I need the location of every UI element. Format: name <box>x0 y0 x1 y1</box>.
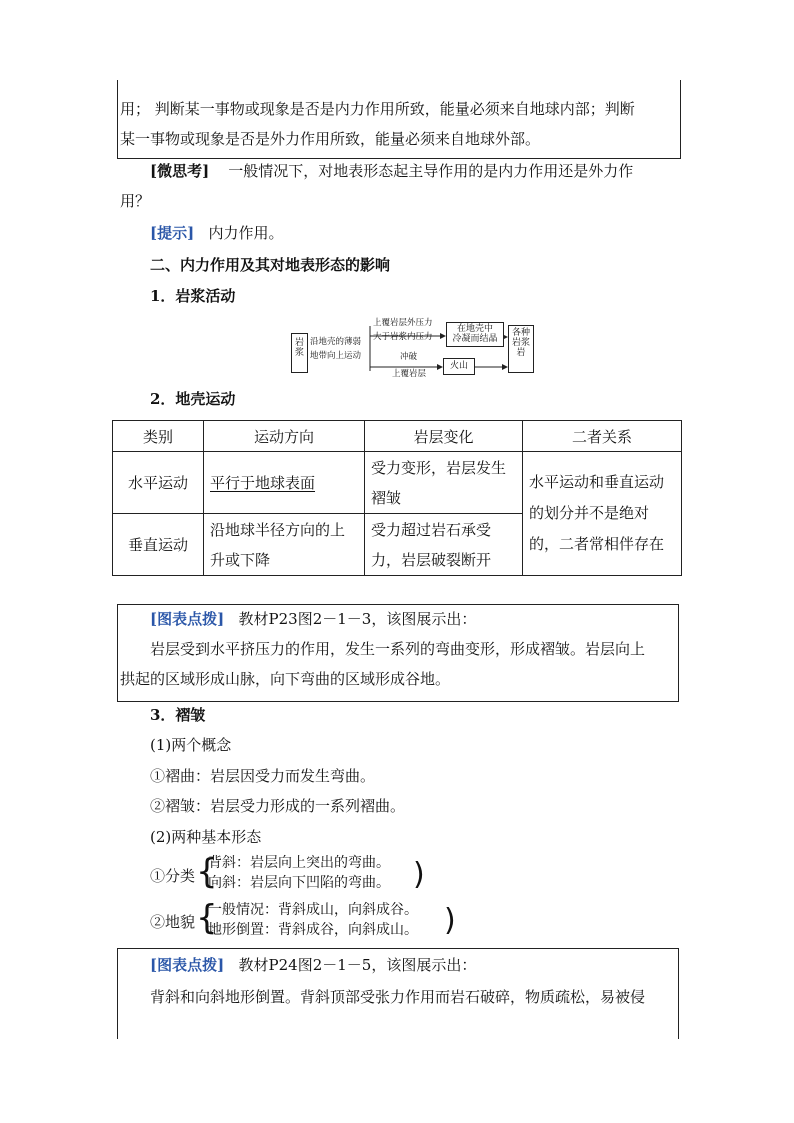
table-cell-type: 水平运动 <box>113 452 204 514</box>
figure-note-1-tag: [图表点拨] <box>150 610 225 628</box>
flow-upper-label-2: 大于岩浆内压力 <box>373 332 433 342</box>
crust-movement-table <box>112 420 682 576</box>
flow-upper-box: 在地壳中 冷凝而结晶 <box>446 322 504 347</box>
table-cell-relation: 水平运动和垂直运动的划分并不是绝对的，二者常相伴存在 <box>523 452 682 576</box>
flow-branch-text-1: 沿地壳的薄弱 <box>310 337 362 347</box>
flow-branch-text-2: 地带向上运动 <box>310 351 362 361</box>
figure-note-2-ref: 教材P24图2－1－5，该图展示出： <box>238 956 477 974</box>
flow-lower-label-1: 冲破 <box>400 352 418 362</box>
landform-line-1: 一般情况：背斜成山，向斜成谷。 <box>208 902 418 918</box>
micro-think-tag: [微思考] <box>150 162 210 180</box>
figure-note-1-line-2: 拱起的区域形成山脉，向下弯曲的区域形成谷地。 <box>120 670 451 688</box>
micro-think-line-1 <box>150 160 633 182</box>
table-header: 二者关系 <box>523 421 682 452</box>
micro-think-line-2: 用？ <box>120 192 151 210</box>
table-cell-change: 受力变形，岩层发生褶皱 <box>365 452 523 514</box>
flow-start-box: 岩浆 <box>291 333 308 373</box>
figure-note-2-line-1: 背斜和向斜地形倒置。背斜顶部受张力作用而岩石破碎，物质疏松，易被侵 <box>150 988 646 1006</box>
hint-text: 内力作用。 <box>208 224 284 242</box>
table-cell-direction: 沿地球半径方向的上升或下降 <box>204 514 365 576</box>
table-cell-direction: 平行于地球表面 <box>204 452 365 514</box>
concept-2: ②褶皱：岩层受力形成的一系列褶曲。 <box>150 797 406 815</box>
classify-line-1: 背斜：岩层向上突出的弯曲。 <box>208 855 390 871</box>
right-paren-icon: ) <box>413 857 425 892</box>
flow-lower-box: 火山 <box>443 358 475 375</box>
micro-think-text: 一般情况下，对地表形态起主导作用的是内力作用还是外力作 <box>228 162 634 180</box>
top-note-line-2: 某一事物或现象是否是外力作用所致，能量必须来自地球外部。 <box>120 130 541 148</box>
table-row <box>113 452 682 514</box>
item-2-title: 2．地壳运动 <box>150 390 236 408</box>
concept-1: ①褶曲：岩层因受力而发生弯曲。 <box>150 767 376 785</box>
figure-note-1-ref: 教材P23图2－1－3，该图展示出： <box>238 610 477 628</box>
landform-label: ②地貌 <box>150 913 196 931</box>
item-3-title: 3．褶皱 <box>150 706 206 724</box>
figure-note-2-head <box>150 954 476 976</box>
landform-line-2: 地形倒置：背斜成谷，向斜成山。 <box>208 922 418 938</box>
flow-end-box: 各种岩浆岩 <box>508 325 534 373</box>
hint-tag: [提示] <box>150 224 195 242</box>
figure-note-1-head <box>150 608 476 630</box>
item-1-title: 1．岩浆活动 <box>150 287 236 305</box>
sub-2-title: (2)两种基本形态 <box>150 828 262 846</box>
table-header: 运动方向 <box>204 421 365 452</box>
section-2-title: 二、内力作用及其对地表形态的影响 <box>150 256 391 274</box>
flow-upper-label-1: 上覆岩层外压力 <box>373 318 433 328</box>
flow-lower-label-2: 上覆岩层 <box>392 369 427 379</box>
table-header-row <box>113 421 682 452</box>
figure-note-1-line-1: 岩层受到水平挤压力的作用，发生一系列的弯曲变形，形成褶皱。岩层向上 <box>150 640 646 658</box>
hint <box>150 222 284 244</box>
top-note-line-1: 用； 判断某一事物或现象是否是内力作用所致，能量必须来自地球内部；判断 <box>120 100 635 118</box>
table-header: 类别 <box>113 421 204 452</box>
left-brace-icon: { <box>196 852 218 892</box>
sub-1-title: (1)两个概念 <box>150 736 232 754</box>
classify-label: ①分类 <box>150 867 196 885</box>
table-cell-type: 垂直运动 <box>113 514 204 576</box>
figure-note-2-tag: [图表点拨] <box>150 956 225 974</box>
left-brace-icon: { <box>196 898 218 938</box>
classify-line-2: 向斜：岩层向下凹陷的弯曲。 <box>208 875 390 891</box>
table-header: 岩层变化 <box>365 421 523 452</box>
table-cell-change: 受力超过岩石承受力，岩层破裂断开 <box>365 514 523 576</box>
right-paren-icon: ) <box>444 903 456 938</box>
